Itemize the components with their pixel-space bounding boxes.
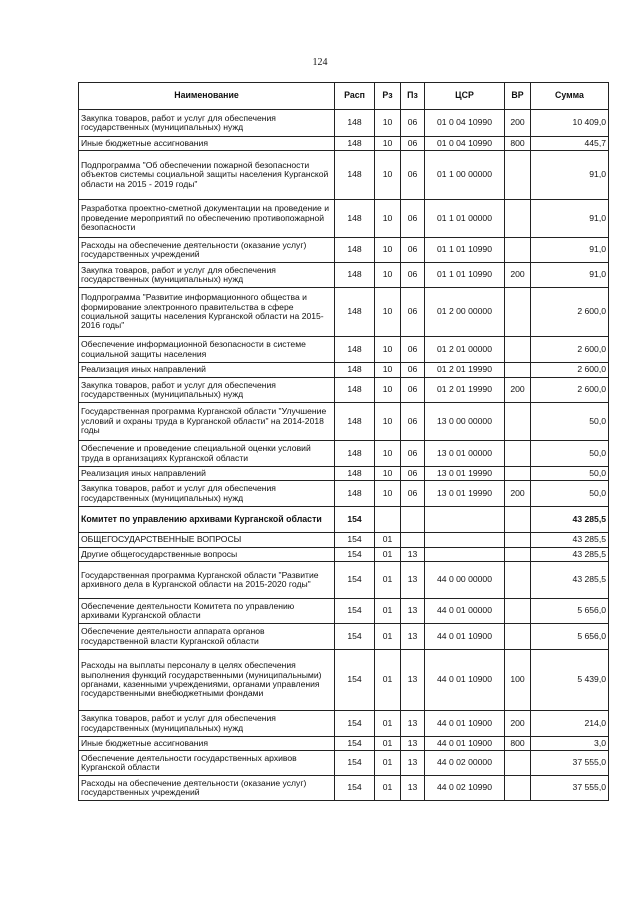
row-name: Разработка проектно-сметной документации на проведение и проведение мероприятий по обеспечению противопожарной безопасности bbox=[79, 200, 335, 238]
row-pz: 06 bbox=[401, 263, 425, 288]
row-rz: 10 bbox=[375, 110, 401, 137]
row-vr bbox=[505, 751, 531, 776]
row-csr: 13 0 01 19990 bbox=[425, 467, 505, 481]
row-sum: 5 439,0 bbox=[531, 650, 609, 711]
row-rz: 01 bbox=[375, 776, 401, 801]
row-pz: 06 bbox=[401, 467, 425, 481]
row-name: Обеспечение деятельности Комитета по управлению архивами Курганской области bbox=[79, 599, 335, 624]
row-sum: 37 555,0 bbox=[531, 751, 609, 776]
row-name: Иные бюджетные ассигнования bbox=[79, 737, 335, 751]
row-csr bbox=[425, 507, 505, 533]
table-row bbox=[79, 533, 609, 548]
row-rz: 10 bbox=[375, 481, 401, 507]
row-rasp: 154 bbox=[335, 548, 375, 562]
row-sum: 2 600,0 bbox=[531, 363, 609, 378]
row-rasp: 148 bbox=[335, 137, 375, 151]
row-sum: 2 600,0 bbox=[531, 288, 609, 337]
budget-table bbox=[78, 82, 609, 801]
row-rz: 01 bbox=[375, 562, 401, 599]
row-csr: 01 1 01 10990 bbox=[425, 263, 505, 288]
row-pz: 13 bbox=[401, 650, 425, 711]
row-csr: 44 0 01 10900 bbox=[425, 650, 505, 711]
row-rasp: 148 bbox=[335, 263, 375, 288]
row-pz: 06 bbox=[401, 137, 425, 151]
table-row bbox=[79, 441, 609, 467]
row-name: Закупка товаров, работ и услуг для обеспечения государственных (муниципальных) нужд bbox=[79, 711, 335, 737]
row-rasp: 154 bbox=[335, 533, 375, 548]
row-rz: 10 bbox=[375, 137, 401, 151]
row-pz: 06 bbox=[401, 441, 425, 467]
row-sum: 91,0 bbox=[531, 263, 609, 288]
row-rasp: 154 bbox=[335, 624, 375, 650]
row-name: Закупка товаров, работ и услуг для обеспечения государственных (муниципальных) нужд bbox=[79, 110, 335, 137]
table-row bbox=[79, 599, 609, 624]
row-csr: 44 0 02 10990 bbox=[425, 776, 505, 801]
row-rz: 01 bbox=[375, 711, 401, 737]
row-csr: 44 0 00 00000 bbox=[425, 562, 505, 599]
row-pz bbox=[401, 507, 425, 533]
row-name: Комитет по управлению архивами Курганской области bbox=[79, 507, 335, 533]
row-pz: 06 bbox=[401, 238, 425, 263]
table-row bbox=[79, 137, 609, 151]
table-row bbox=[79, 151, 609, 200]
row-rasp: 148 bbox=[335, 110, 375, 137]
row-pz: 06 bbox=[401, 288, 425, 337]
row-rz: 01 bbox=[375, 624, 401, 650]
page-number: 124 bbox=[312, 57, 328, 68]
row-pz: 06 bbox=[401, 200, 425, 238]
row-pz: 06 bbox=[401, 481, 425, 507]
row-pz: 13 bbox=[401, 624, 425, 650]
row-csr: 44 0 01 10900 bbox=[425, 624, 505, 650]
row-sum: 5 656,0 bbox=[531, 599, 609, 624]
row-name: Подпрограмма "Об обеспечении пожарной безопасности объектов системы социальной защиты населения Курганской области на 2015 - 2019 годы" bbox=[79, 151, 335, 200]
table-row bbox=[79, 751, 609, 776]
row-name: ОБЩЕГОСУДАРСТВЕННЫЕ ВОПРОСЫ bbox=[79, 533, 335, 548]
row-rasp: 148 bbox=[335, 151, 375, 200]
row-name: Обеспечение деятельности государственных архивов Курганской области bbox=[79, 751, 335, 776]
row-rasp: 148 bbox=[335, 363, 375, 378]
table-row bbox=[79, 467, 609, 481]
row-csr: 44 0 01 10900 bbox=[425, 711, 505, 737]
row-vr bbox=[505, 441, 531, 467]
row-vr bbox=[505, 599, 531, 624]
row-sum: 445,7 bbox=[531, 137, 609, 151]
table-row bbox=[79, 363, 609, 378]
header-vr: ВР bbox=[505, 83, 531, 110]
row-rz: 10 bbox=[375, 467, 401, 481]
row-vr bbox=[505, 624, 531, 650]
row-csr: 01 1 00 00000 bbox=[425, 151, 505, 200]
row-sum: 91,0 bbox=[531, 200, 609, 238]
header-rz: Рз bbox=[375, 83, 401, 110]
table-header-row bbox=[79, 83, 609, 110]
table-row bbox=[79, 548, 609, 562]
row-name: Реализация иных направлений bbox=[79, 467, 335, 481]
table-row bbox=[79, 507, 609, 533]
row-vr bbox=[505, 548, 531, 562]
row-rasp: 154 bbox=[335, 751, 375, 776]
row-csr: 44 0 01 10900 bbox=[425, 737, 505, 751]
table-row bbox=[79, 776, 609, 801]
row-sum: 50,0 bbox=[531, 441, 609, 467]
table-row bbox=[79, 403, 609, 441]
row-sum: 91,0 bbox=[531, 151, 609, 200]
row-name: Обеспечение и проведение специальной оценки условий труда в организациях Курганской области bbox=[79, 441, 335, 467]
row-rasp: 154 bbox=[335, 507, 375, 533]
row-csr bbox=[425, 548, 505, 562]
row-csr: 01 2 01 00000 bbox=[425, 337, 505, 363]
header-csr: ЦСР bbox=[425, 83, 505, 110]
table-row bbox=[79, 238, 609, 263]
row-rz: 01 bbox=[375, 599, 401, 624]
row-vr: 200 bbox=[505, 711, 531, 737]
row-sum: 50,0 bbox=[531, 403, 609, 441]
row-sum: 5 656,0 bbox=[531, 624, 609, 650]
row-name: Обеспечение информационной безопасности в системе социальной защиты населения bbox=[79, 337, 335, 363]
row-pz: 13 bbox=[401, 562, 425, 599]
row-rasp: 154 bbox=[335, 562, 375, 599]
row-name: Реализация иных направлений bbox=[79, 363, 335, 378]
row-rasp: 154 bbox=[335, 650, 375, 711]
row-csr: 01 1 01 10990 bbox=[425, 238, 505, 263]
row-rz: 01 bbox=[375, 650, 401, 711]
row-rasp: 148 bbox=[335, 238, 375, 263]
row-rasp: 154 bbox=[335, 599, 375, 624]
table-row bbox=[79, 562, 609, 599]
row-name: Другие общегосударственные вопросы bbox=[79, 548, 335, 562]
row-sum: 91,0 bbox=[531, 238, 609, 263]
row-name: Государственная программа Курганской области "Улучшение условий и охраны труда в Курганской области" на 2014-2018 годы bbox=[79, 403, 335, 441]
row-rz: 01 bbox=[375, 751, 401, 776]
row-csr: 01 0 04 10990 bbox=[425, 137, 505, 151]
row-sum: 37 555,0 bbox=[531, 776, 609, 801]
row-rasp: 148 bbox=[335, 337, 375, 363]
row-sum: 50,0 bbox=[531, 481, 609, 507]
row-vr: 100 bbox=[505, 650, 531, 711]
table-row bbox=[79, 200, 609, 238]
row-name: Закупка товаров, работ и услуг для обеспечения государственных (муниципальных) нужд bbox=[79, 263, 335, 288]
row-pz: 06 bbox=[401, 403, 425, 441]
row-vr bbox=[505, 403, 531, 441]
row-name: Расходы на обеспечение деятельности (оказание услуг) государственных учреждений bbox=[79, 776, 335, 801]
header-name: Наименование bbox=[79, 83, 335, 110]
row-rasp: 148 bbox=[335, 467, 375, 481]
row-vr bbox=[505, 200, 531, 238]
row-name: Государственная программа Курганской области "Развитие архивного дела в Курганской области на 2015-2020 годы" bbox=[79, 562, 335, 599]
row-vr: 800 bbox=[505, 137, 531, 151]
row-rasp: 148 bbox=[335, 403, 375, 441]
row-vr: 200 bbox=[505, 263, 531, 288]
row-csr: 01 0 04 10990 bbox=[425, 110, 505, 137]
row-sum: 3,0 bbox=[531, 737, 609, 751]
row-vr: 200 bbox=[505, 481, 531, 507]
row-vr: 200 bbox=[505, 378, 531, 403]
row-pz: 13 bbox=[401, 599, 425, 624]
row-pz: 13 bbox=[401, 737, 425, 751]
row-rasp: 154 bbox=[335, 711, 375, 737]
row-sum: 43 285,5 bbox=[531, 562, 609, 599]
row-sum: 50,0 bbox=[531, 467, 609, 481]
row-pz: 06 bbox=[401, 363, 425, 378]
row-rasp: 154 bbox=[335, 737, 375, 751]
row-rasp: 154 bbox=[335, 776, 375, 801]
table-row bbox=[79, 481, 609, 507]
row-vr bbox=[505, 562, 531, 599]
row-rasp: 148 bbox=[335, 481, 375, 507]
header-sum: Сумма bbox=[531, 83, 609, 110]
row-rasp: 148 bbox=[335, 441, 375, 467]
row-rasp: 148 bbox=[335, 378, 375, 403]
row-csr: 01 2 01 19990 bbox=[425, 378, 505, 403]
row-rz: 01 bbox=[375, 533, 401, 548]
row-csr: 01 2 00 00000 bbox=[425, 288, 505, 337]
row-csr: 13 0 00 00000 bbox=[425, 403, 505, 441]
row-rz bbox=[375, 507, 401, 533]
row-sum: 10 409,0 bbox=[531, 110, 609, 137]
table-body bbox=[79, 110, 609, 801]
table-row bbox=[79, 711, 609, 737]
row-pz bbox=[401, 533, 425, 548]
row-rz: 10 bbox=[375, 363, 401, 378]
row-vr bbox=[505, 288, 531, 337]
row-vr bbox=[505, 337, 531, 363]
row-sum: 2 600,0 bbox=[531, 337, 609, 363]
row-sum: 43 285,5 bbox=[531, 507, 609, 533]
row-rz: 01 bbox=[375, 737, 401, 751]
row-rz: 10 bbox=[375, 151, 401, 200]
row-name: Закупка товаров, работ и услуг для обеспечения государственных (муниципальных) нужд bbox=[79, 481, 335, 507]
row-vr bbox=[505, 533, 531, 548]
row-vr bbox=[505, 776, 531, 801]
row-name: Обеспечение деятельности аппарата органов государственной власти Курганской области bbox=[79, 624, 335, 650]
row-rz: 10 bbox=[375, 238, 401, 263]
row-rasp: 148 bbox=[335, 288, 375, 337]
table-row bbox=[79, 337, 609, 363]
row-csr: 44 0 01 00000 bbox=[425, 599, 505, 624]
row-rz: 10 bbox=[375, 263, 401, 288]
header-pz: Пз bbox=[401, 83, 425, 110]
row-name: Иные бюджетные ассигнования bbox=[79, 137, 335, 151]
table-row bbox=[79, 110, 609, 137]
row-pz: 13 bbox=[401, 711, 425, 737]
row-sum: 43 285,5 bbox=[531, 533, 609, 548]
row-rz: 10 bbox=[375, 337, 401, 363]
row-csr bbox=[425, 533, 505, 548]
row-pz: 06 bbox=[401, 151, 425, 200]
header-rasp: Расп bbox=[335, 83, 375, 110]
row-sum: 214,0 bbox=[531, 711, 609, 737]
table-row bbox=[79, 650, 609, 711]
row-csr: 13 0 01 00000 bbox=[425, 441, 505, 467]
row-sum: 2 600,0 bbox=[531, 378, 609, 403]
row-rz: 10 bbox=[375, 378, 401, 403]
row-vr bbox=[505, 363, 531, 378]
row-name: Расходы на обеспечение деятельности (оказание услуг) государственных учреждений bbox=[79, 238, 335, 263]
row-vr bbox=[505, 238, 531, 263]
row-rz: 01 bbox=[375, 548, 401, 562]
row-rz: 10 bbox=[375, 441, 401, 467]
row-pz: 13 bbox=[401, 776, 425, 801]
row-csr: 01 1 01 00000 bbox=[425, 200, 505, 238]
row-vr bbox=[505, 151, 531, 200]
row-pz: 06 bbox=[401, 378, 425, 403]
row-pz: 13 bbox=[401, 548, 425, 562]
row-csr: 13 0 01 19990 bbox=[425, 481, 505, 507]
row-name: Закупка товаров, работ и услуг для обеспечения государственных (муниципальных) нужд bbox=[79, 378, 335, 403]
row-rz: 10 bbox=[375, 403, 401, 441]
row-rz: 10 bbox=[375, 288, 401, 337]
table-row bbox=[79, 737, 609, 751]
row-vr bbox=[505, 507, 531, 533]
row-pz: 06 bbox=[401, 110, 425, 137]
row-pz: 06 bbox=[401, 337, 425, 363]
row-name: Расходы на выплаты персоналу в целях обеспечения выполнения функций государственными (муниципальными) органами, казенными учреждениями, органами управления государственными внебюджетными фондами bbox=[79, 650, 335, 711]
table-row bbox=[79, 263, 609, 288]
row-vr: 200 bbox=[505, 110, 531, 137]
row-vr: 800 bbox=[505, 737, 531, 751]
row-csr: 01 2 01 19990 bbox=[425, 363, 505, 378]
row-sum: 43 285,5 bbox=[531, 548, 609, 562]
row-rz: 10 bbox=[375, 200, 401, 238]
row-csr: 44 0 02 00000 bbox=[425, 751, 505, 776]
table-row bbox=[79, 378, 609, 403]
row-rasp: 148 bbox=[335, 200, 375, 238]
row-vr bbox=[505, 467, 531, 481]
row-name: Подпрограмма "Развитие информационного общества и формирование электронного правительства в сфере социальной защиты населения Курганской области на 2015-2016 годы" bbox=[79, 288, 335, 337]
table-row bbox=[79, 288, 609, 337]
table-row bbox=[79, 624, 609, 650]
row-pz: 13 bbox=[401, 751, 425, 776]
